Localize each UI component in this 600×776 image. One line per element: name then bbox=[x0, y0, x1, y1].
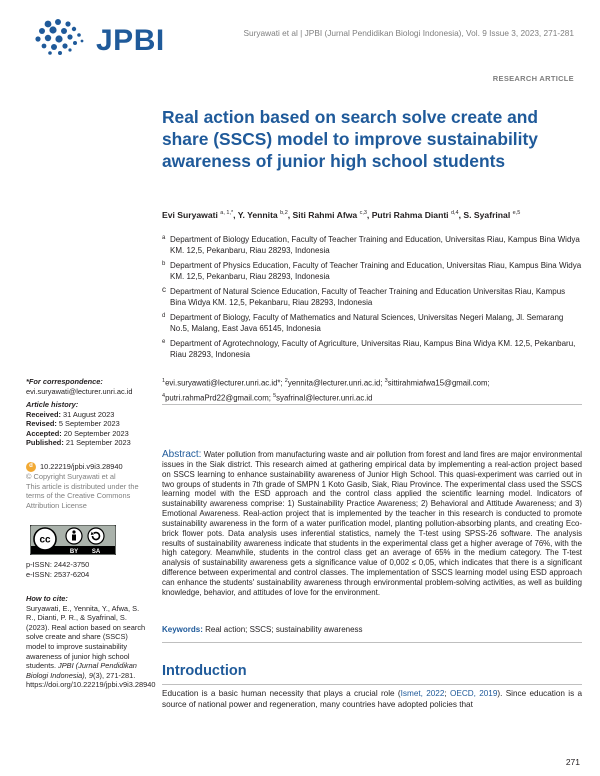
affiliation-text: Department of Biology, Faculty of Mathematics and Natural Sciences, Universitas Negeri Malang, Jl. Semarang No.5, Malang, East Java 65145, Indonesia bbox=[170, 313, 564, 334]
author-name: Siti Rahmi Afwa bbox=[292, 210, 358, 220]
journal-logo bbox=[26, 16, 165, 57]
email-mark: 4 bbox=[162, 392, 166, 399]
history-received bbox=[26, 410, 146, 420]
citation-separator: ; bbox=[444, 689, 450, 698]
cite-journal: JPBI (Jurnal Pendidikan Biologi Indonesia), 9 bbox=[26, 661, 137, 680]
accepted-label: Accepted: bbox=[26, 428, 62, 438]
e-issn: e-ISSN: 2537-6204 bbox=[26, 569, 90, 579]
affiliation-mark: a bbox=[162, 235, 166, 241]
affiliation-item bbox=[162, 338, 582, 361]
email-mark: 5 bbox=[273, 392, 277, 399]
abstract bbox=[162, 450, 582, 598]
license-text: This article is distributed under the terms of the Creative Commons Attribution License bbox=[26, 481, 139, 510]
section-heading: Introduction bbox=[162, 663, 247, 679]
published-date: 21 September 2023 bbox=[65, 438, 131, 448]
logo-text: JPBI bbox=[96, 24, 165, 57]
intro-text: ). Since education is a source of national power and regeneration, many countries have adopted policies that bbox=[162, 689, 583, 709]
article-type: RESEARCH ARTICLE bbox=[492, 74, 574, 83]
affiliation-list bbox=[162, 234, 582, 364]
affiliation-mark: b bbox=[162, 261, 166, 267]
history-revised bbox=[26, 419, 146, 429]
citation-link[interactable]: OECD, 2019 bbox=[449, 689, 498, 698]
correspondence-label: *For correspondence: bbox=[26, 377, 103, 386]
correspondence-block bbox=[26, 377, 146, 396]
keywords bbox=[162, 625, 582, 634]
cite-text-main: Suryawati, E., Yennita, Y., Afwa, S. R., Dianti, P. R., & Syafrinal, S. (2023). Real action based on search solve create and share (SSCS) model to improve sustainability awareness of junior high school students. bbox=[26, 603, 146, 671]
intro-text: Education is a basic human necessity that plays a crucial role ( bbox=[162, 689, 401, 698]
cite-text bbox=[26, 603, 156, 690]
running-head: Suryawati et al | JPBI (Jurnal Pendidikan Biologi Indonesia), Vol. 9 Issue 3, 2023, 271-281 bbox=[243, 28, 574, 38]
author-name: Putri Rahma Dianti bbox=[371, 210, 449, 220]
affiliation-text: Department of Physics Education, Faculty of Teacher Training and Education, Universitas Riau, Kampus Bina Widya KM. 12,5, Pekanbaru, Riau 28293, Indonesia bbox=[170, 261, 582, 282]
abstract-label: Abstract: bbox=[162, 449, 202, 460]
cc-by-text: BY bbox=[69, 549, 79, 555]
email-link[interactable]: putri.rahmaPrd22@gmail.com; bbox=[165, 393, 271, 403]
author-sup: e,5 bbox=[512, 210, 521, 217]
author-sup: c,3 bbox=[359, 210, 367, 217]
doi-row bbox=[26, 462, 146, 472]
abstract-text: Water pollution from manufacturing waste and air pollution from forest and land fires are major environmental issues in the Siak district. This research aimed at gathering empirical data by implementing a real-action project based on SSCS learning to enhance sustainability awareness of Junior High School. This quasi-experiment was carried out in two groups of students in 7th grade of SMPN 1 Koto Gasib, Siak, Riau Province. The experimental class used the SSCS learning model with the ESD approach and the control class applied the scientific learning model. Indicators of sustainability awareness comprise: 1) Sustainability Practice Awareness; 2) Behavioral and Attitude Awareness; and 3) Emotional Awareness. Real-action project that is implemented by the teacher in this research is conducted to promote sustainability awareness in the form of a water purification model, planting pollution-absorbing plants, and creating Eco-brick flower pots. Data analysis uses inferential statistics, namely the T-test using SPSS-26 software. The analysis results of sustainability awareness indicate that students in the experimental class get a higher average of 76%, with the high category. Meanwhile, students in the control class get an average of 65% in the medium category. The T-test analysis of sustainability awareness gets a significance value of 0,002 ≤ 0,05, which indicates that there is a significant difference between experimental and control classes. The implementation of SSCS learning model using ESD approach can enhance the students' sustainability awareness through environmental problem-solving activities, as well as building knowledge, behavior, and attitudes of love for the environment. bbox=[162, 450, 582, 597]
history-accepted bbox=[26, 429, 146, 439]
received-label: Received: bbox=[26, 409, 61, 419]
email-mark: 3 bbox=[384, 378, 388, 384]
article-history bbox=[26, 400, 146, 448]
history-published bbox=[26, 438, 146, 448]
author-name: Evi Suryawati bbox=[162, 210, 218, 220]
author-name: Y. Yennita bbox=[237, 210, 278, 220]
author-list: Evi Suryawati $^{a, 1,*}$, Y. Yennita $^{b,2}$, Siti Rahmi Afwa $^{c,3}$, Putri Rahma Dianti $^{d,4}$, S. Syafrinal $^{e,5}$ bbox=[162, 210, 521, 220]
published-label: Published: bbox=[26, 438, 64, 448]
cc-by-sa-icon[interactable] bbox=[30, 525, 116, 555]
correspondence-email[interactable]: evi.suryawati@lecturer.unri.ac.id bbox=[26, 386, 133, 396]
email-mark: 2 bbox=[284, 378, 288, 384]
copyright-text: © Copyright Suryawati et al bbox=[26, 472, 116, 481]
doi-block bbox=[26, 462, 146, 510]
email-list bbox=[162, 375, 582, 404]
author-sup: d,4 bbox=[450, 210, 459, 217]
affiliation-text: Department of Agrotechnology, Faculty of Agriculture, Universitas Riau, Kampus Bina Widya KM. 12,5, Pekanbaru, Riau 28293, Indonesia bbox=[170, 339, 576, 360]
doi-icon: d bbox=[26, 462, 36, 472]
divider bbox=[162, 684, 582, 685]
cc-text: cc bbox=[39, 534, 51, 546]
received-date: 31 August 2023 bbox=[62, 409, 115, 419]
divider bbox=[162, 404, 582, 405]
keywords-label: Keywords: bbox=[162, 625, 203, 634]
divider bbox=[162, 642, 582, 643]
email-link[interactable]: evi.suryawati@lecturer.unri.ac.id*; bbox=[165, 378, 283, 388]
revised-date: 5 September 2023 bbox=[58, 419, 120, 429]
author-name: S. Syafrinal bbox=[463, 210, 511, 220]
affiliation-mark: c bbox=[162, 285, 166, 294]
how-to-cite bbox=[26, 594, 156, 690]
jpbi-logo-icon bbox=[26, 16, 94, 56]
email-link[interactable]: sittirahmiafwa15@gmail.com; bbox=[387, 378, 490, 388]
intro-paragraph bbox=[162, 688, 582, 710]
affiliation-item bbox=[162, 286, 582, 309]
history-label: Article history: bbox=[26, 400, 79, 409]
email-mark: 1 bbox=[162, 378, 166, 384]
cc-sa-text: SA bbox=[91, 549, 101, 555]
affiliation-mark: d bbox=[162, 313, 166, 319]
affiliation-item bbox=[162, 234, 582, 257]
page-number: 271 bbox=[565, 757, 580, 767]
article-title: Real action based on search solve create and share (SSCS) model to improve sustainability awareness of junior high school students bbox=[162, 107, 538, 171]
author-sup: b,2 bbox=[280, 210, 288, 217]
citation-link[interactable]: Ismet, 2022 bbox=[400, 689, 445, 698]
email-link[interactable]: yennita@lecturer.unri.ac.id; bbox=[287, 378, 383, 388]
affiliation-text: Department of Biology Education, Faculty of Teacher Training and Education, Universitas Riau, Kampus Bina Widya KM. 12,5, Pekanbaru, Riau 28293, Indonesia bbox=[170, 235, 580, 256]
affiliation-text: Department of Natural Science Education, Faculty of Teacher Training and Education Universitas Riau, Kampus Bina Widya KM. 12,5, Pekanbaru, Riau 28293, Indonesia bbox=[170, 287, 566, 308]
doi-link[interactable]: 10.22219/jpbi.v9i3.28940 bbox=[40, 462, 123, 472]
revised-label: Revised: bbox=[26, 419, 57, 429]
cite-text-tail: (3), 271-281. https://doi.org/10.22219/jpbi.v9i3.28940 bbox=[26, 670, 156, 690]
affiliation-item bbox=[162, 312, 582, 335]
affiliation-item bbox=[162, 260, 582, 283]
email-link[interactable]: syafrinal@lecturer.unri.ac.id bbox=[276, 393, 373, 403]
keywords-text: Real action; SSCS; sustainability awareness bbox=[202, 625, 363, 634]
p-issn: p-ISSN: 2442-3750 bbox=[26, 560, 90, 569]
affiliation-mark: e bbox=[162, 339, 166, 345]
cite-label: How to cite: bbox=[26, 594, 68, 603]
accepted-date: 20 September 2023 bbox=[63, 428, 129, 438]
issn-block bbox=[26, 560, 146, 579]
author-sup: a, 1,* bbox=[220, 210, 234, 217]
